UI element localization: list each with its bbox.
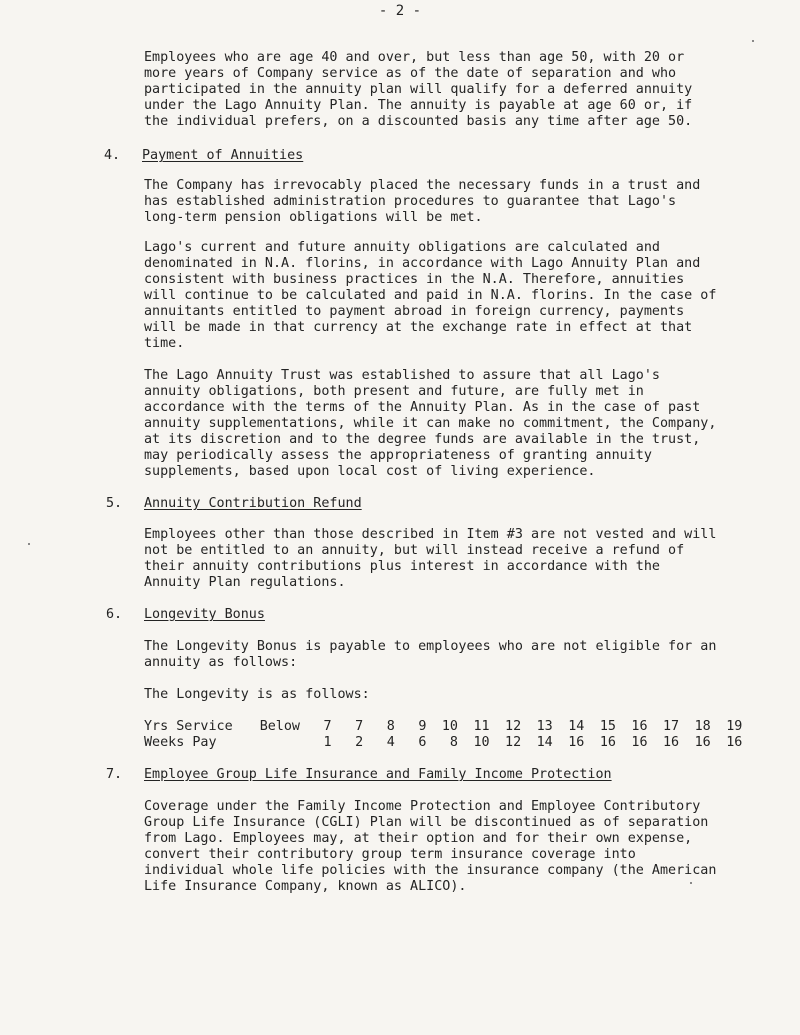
section-5-heading: Annuity Contribution Refund [144,496,362,511]
weeks-cell: 6 [418,735,427,750]
weeks-cell: 14 [536,735,553,750]
weeks-cell: 4 [386,735,395,750]
weeks-cell: 10 [473,735,490,750]
years-cell: 15 [599,719,616,734]
section-6-heading: Longevity Bonus [144,607,265,622]
section-6-paragraph-2: The Longevity is as follows: [144,687,370,702]
years-cell: 7 [355,719,364,734]
section-7-number: 7. [106,767,123,782]
paper-speck [690,882,692,884]
years-cell: 7 [323,719,332,734]
weeks-cell: 16 [663,735,680,750]
years-cell: 10 [441,719,458,734]
years-cell: 8 [386,719,395,734]
weeks-cell: 8 [449,735,458,750]
weeks-cell: 1 [323,735,332,750]
weeks-pay-row [144,735,742,751]
years-cell: 9 [418,719,427,734]
weeks-cell: 12 [505,735,522,750]
weeks-cell: 16 [726,735,743,750]
weeks-cell: 16 [631,735,648,750]
years-cell: 16 [631,719,648,734]
years-service-label: Yrs Service [144,719,233,734]
years-cell: 17 [663,719,680,734]
years-cell: 19 [726,719,743,734]
below-label: Below [259,719,300,734]
section-4-heading: Payment of Annuities [142,148,304,163]
section-4-paragraph-3: The Lago Annuity Trust was established to assure that all Lago's annuity obligations, both present and future, are fully met in accordance with the terms of the Annuity Plan. As in the case of past annuity supplementations, while it can make no commitment, the Company, at its discretion and to the degree funds are available in the trust, may periodically assess the appropriateness of granting annuity supplements, based upon local cost of living experience. [144,368,717,479]
years-cell: 14 [568,719,585,734]
weeks-cell: 16 [599,735,616,750]
section-4-paragraph-1: The Company has irrevocably placed the necessary funds in a trust and has established administration procedures to guarantee that Lago's long-term pension obligations will be met. [144,178,701,225]
paper-speck [752,40,754,42]
page-number: - 2 - [378,3,422,19]
section-6-paragraph-1: The Longevity Bonus is payable to employees who are not eligible for an annuity as follows: [144,639,717,670]
weeks-pay-label: Weeks Pay [144,735,217,750]
section-6-number: 6. [106,607,123,622]
years-cell: 11 [473,719,490,734]
section-4-paragraph-2: Lago's current and future annuity obligations are calculated and denominated in N.A. florins, in accordance with Lago Annuity Plan and consistent with business practices in the N.A. Therefore, annuities will continue to be calculated and paid in N.A. florins. In the case of annuitants entitled to payment abroad in foreign currency, payments will be made in that currency at the exchange rate in effect at that time. [144,240,717,351]
section-7-heading: Employee Group Life Insurance and Family Income Protection [144,767,612,782]
years-service-row [144,719,742,735]
weeks-cell: 2 [355,735,364,750]
longevity-table [144,719,742,751]
years-cell: 12 [505,719,522,734]
section-4-number: 4. [104,148,121,163]
weeks-cell: 16 [694,735,711,750]
section-7-paragraph-1: Coverage under the Family Income Protection and Employee Contributory Group Life Insurance (CGLI) Plan will be discontinued as of separation from Lago. Employees may, at their option and for their own expense, convert their contributory group term insurance coverage into individual whole life policies with the insurance company (the American Life Insurance Company, known as ALICO). [144,799,717,894]
years-cell: 13 [536,719,553,734]
weeks-cell: 16 [568,735,585,750]
paper-speck [28,543,30,545]
section-5-paragraph-1: Employees other than those described in Item #3 are not vested and will not be entitled to an annuity, but will instead receive a refund of their annuity contributions plus interest in accordance with the Annuity Plan regulations. [144,527,717,590]
years-cell: 18 [694,719,711,734]
section-5-number: 5. [106,496,123,511]
intro-paragraph: Employees who are age 40 and over, but less than age 50, with 20 or more years of Company service as of the date of separation and who participated in the annuity plan will qualify for a deferred annuity under the Lago Annuity Plan. The annuity is payable at age 60 or, if the individual prefers, on a discounted basis any time after age 50. [144,50,693,129]
